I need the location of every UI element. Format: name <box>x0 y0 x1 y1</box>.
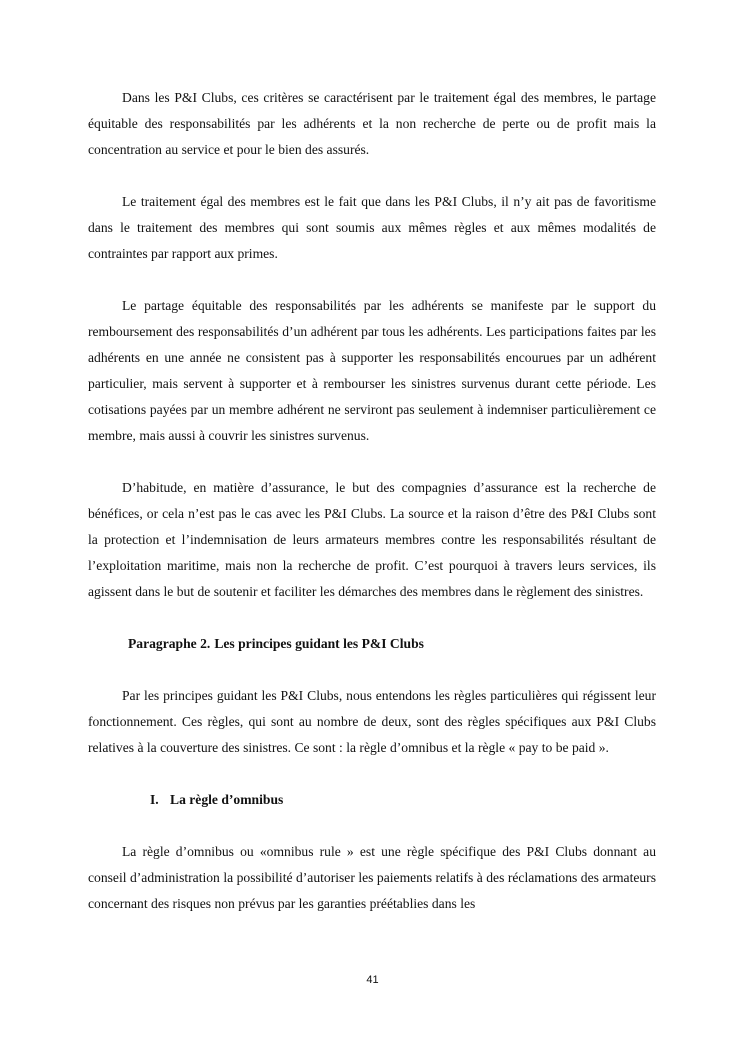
paragraph-fair-sharing: Le partage équitable des responsabilités par les adhérents se manifeste par le support du remboursement des responsabilités d’un adhérent par tous les adhérents. Les participations faites par les adhérents en une année ne consistent pas à supporter les responsabilités encourues par un adhérent particulier, mais servent à supporter et à rembourser les sinistres survenus durant cette période. Les cotisations payées par un membre adhérent ne serviront pas seulement à indemniser particulièrement ce membre, mais aussi à couvrir les sinistres survenus. <box>88 298 656 443</box>
paragraph-principles: Par les principes guidant les P&I Clubs, nous entendons les règles particulières qui régissent leur fonctionnement. Ces règles, qui sont au nombre de deux, sont des règles spécifiques aux P&I Clubs relatives à la couverture des sinistres. Ce sont : la règle d’omnibus et la règle « pay to be paid ». <box>88 688 656 755</box>
section-heading-omnibus <box>88 787 656 813</box>
paragraph-non-profit: D’habitude, en matière d’assurance, le but des compagnies d’assurance est la recherche de bénéfices, or cela n’est pas le cas avec les P&I Clubs. La source et la raison d’être des P&I Clubs sont la protection et l’indemnisation de leurs armateurs membres contre les responsabilités résultant de l’exploitation maritime, mais non la recherche de profit. C’est pourquoi à travers leurs services, ils agissent dans le but de soutenir et faciliter les démarches des membres dans le règlement des sinistres. <box>88 480 656 599</box>
heading-section-title: La règle d’omnibus <box>170 792 284 807</box>
paragraph-equal-treatment: Le traitement égal des membres est le fait que dans les P&I Clubs, il n’y ait pas de favoritisme dans le traitement des membres qui sont soumis aux mêmes règles et aux mêmes modalités de contraintes par rapport aux primes. <box>88 194 656 261</box>
section-heading-paragraph-2 <box>88 631 656 657</box>
heading-paragraph-label: Paragraphe 2. <box>128 636 211 651</box>
page-number: 41 <box>366 974 379 986</box>
heading-paragraph-title: Les principes guidant les P&I Clubs <box>214 636 424 651</box>
heading-section-number: I. <box>150 792 159 807</box>
paragraph-criteria: Dans les P&I Clubs, ces critères se caractérisent par le traitement égal des membres, le partage équitable des responsabilités par les adhérents et la non recherche de perte ou de profit mais la concentration au service et pour le bien des assurés. <box>88 90 656 157</box>
paragraph-omnibus-rule: La règle d’omnibus ou «omnibus rule » est une règle spécifique des P&I Clubs donnant au conseil d’administration la possibilité d’autoriser les paiements relatifs à des réclamations des armateurs concernant des risques non prévus par les garanties préétablies dans les <box>88 844 656 911</box>
page-body <box>88 85 656 917</box>
